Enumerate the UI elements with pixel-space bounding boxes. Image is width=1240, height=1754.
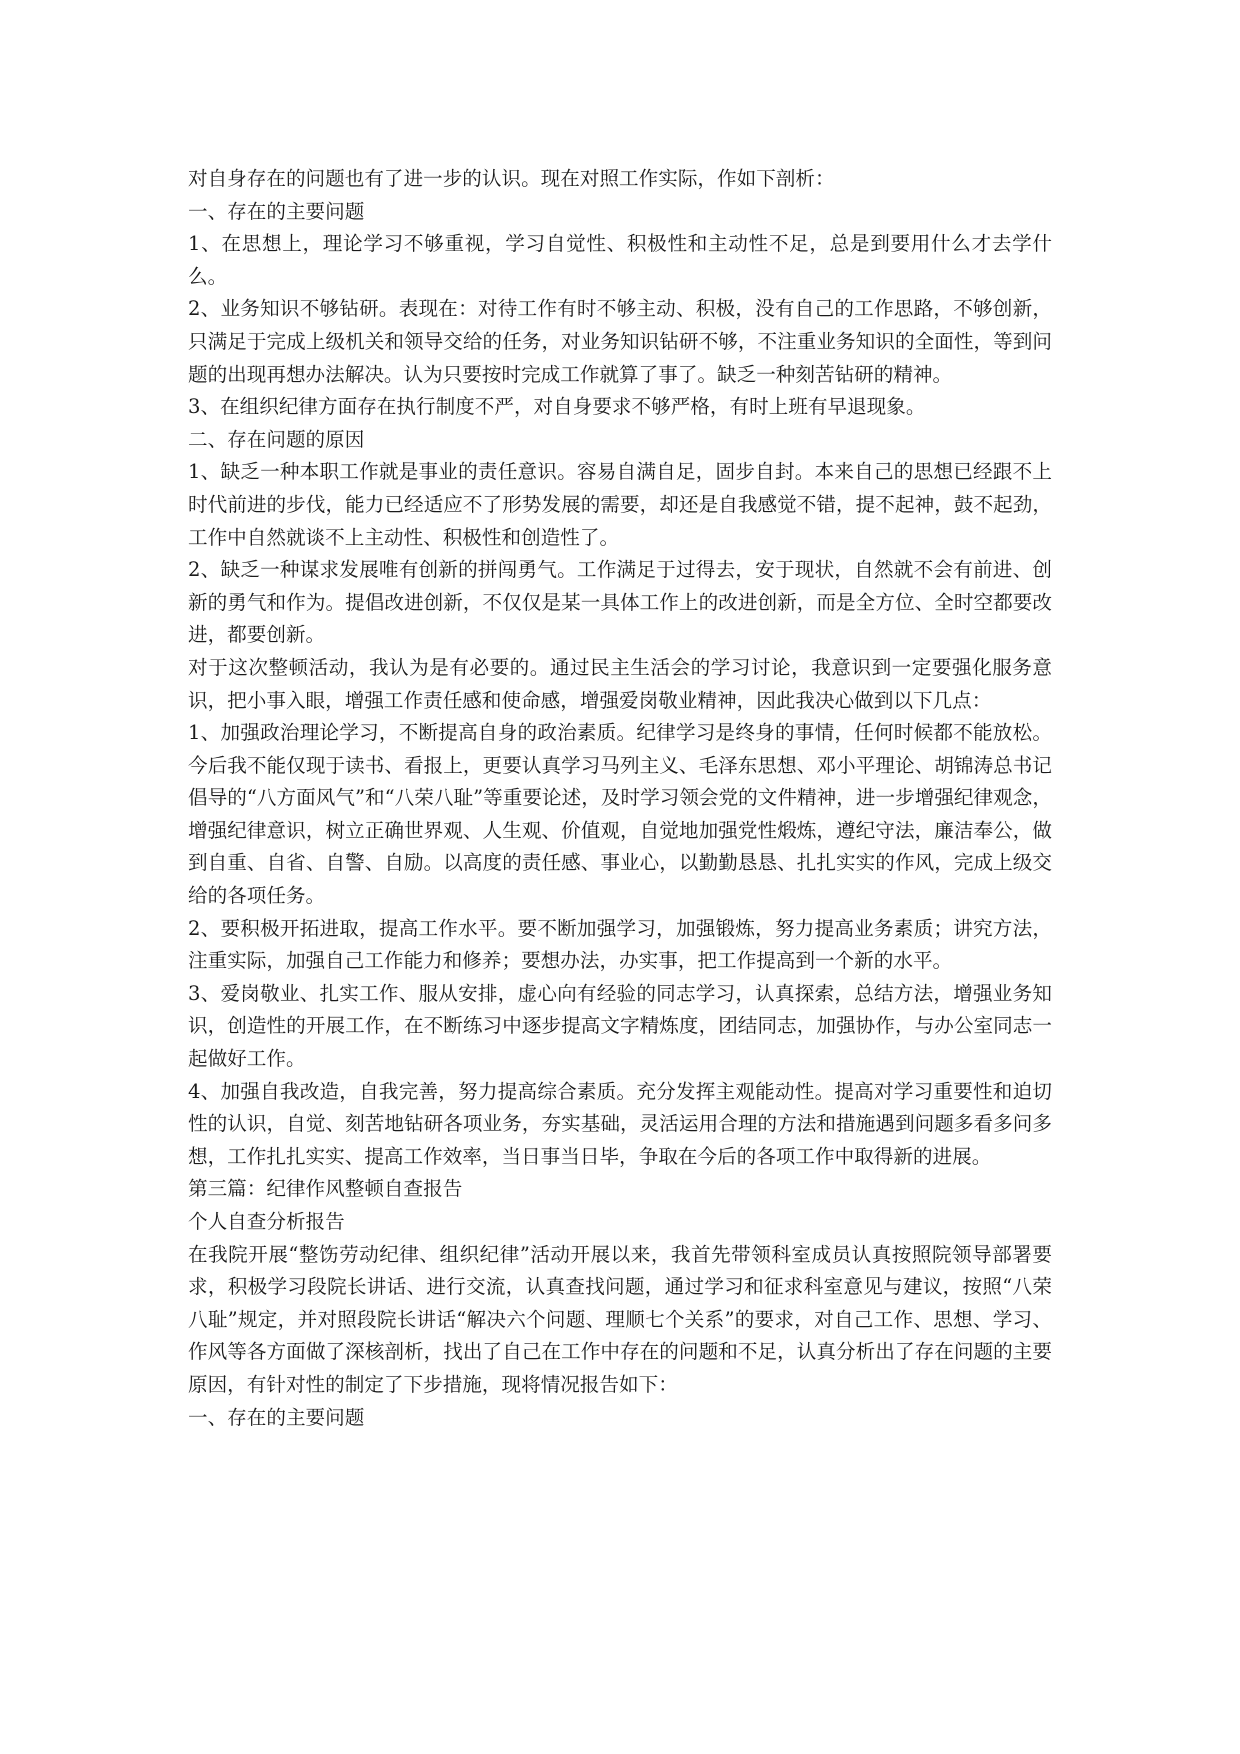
paragraph-cause-2: 2、缺乏一种谋求发展唯有创新的拼闯勇气。工作满足于过得去，安于现状，自然就不会有前进、创新的勇气和作为。提倡改进创新，不仅仅是某一具体工作上的改进创新，而是全方位、全时空都要改进，都要创新。 xyxy=(188,558,1052,647)
report-title: 个人自查分析报告 xyxy=(188,1210,345,1233)
section-heading-causes: 二、存在问题的原因 xyxy=(188,427,365,451)
paragraph-problem-2: 2、业务知识不够钻研。表现在：对待工作有时不够主动、积极，没有自己的工作思路，不够创新，只满足于完成上级机关和领导交给的任务，对业务知识钻研不够，不注重业务知识的全面性，等到问题的出现再想办法解决。认为只要按时完成工作就算了事了。缺乏一种刻苦钻研的精神。 xyxy=(188,297,1052,386)
paragraph-measure-1: 1、加强政治理论学习，不断提高自身的政治素质。纪律学习是终身的事情，任何时候都不能放松。今后我不能仅现于读书、看报上，更要认真学习马列主义、毛泽东思想、邓小平理论、胡锦涛总书记倡导的“八方面风气”和“八荣八耻”等重要论述，及时学习领会党的文件精神，进一步增强纪律观念，增强纪律意识，树立正确世界观、人生观、价值观，自觉地加强党性煅炼，遵纪守法，廉洁奉公，做到自重、自省、自警、自励。以高度的责任感、事业心，以勤勤恳恳、扎扎实实的作风，完成上级交给的各项任务。 xyxy=(188,721,1052,908)
paragraph-report-intro: 在我院开展“整饬劳动纪律、组织纪律”活动开展以来，我首先带领科室成员认真按照院领导部署要求，积极学习段院长讲话、进行交流，认真查找问题，通过学习和征求科室意见与建议，按照“八荣八耻”规定，并对照段院长讲话“解决六个问题、理顺七个关系”的要求，对自己工作、思想、学习、作风等各方面做了深核剖析，找出了自己在工作中存在的问题和不足，认真分析出了存在问题的主要原因，有针对性的制定了下步措施，现将情况报告如下： xyxy=(188,1242,1052,1396)
paragraph-resolution-intro: 对于这次整顿活动，我认为是有必要的。通过民主生活会的学习讨论，我意识到一定要强化服务意识，把小事入眼，增强工作责任感和使命感，增强爱岗敬业精神，因此我决心做到以下几点： xyxy=(188,655,1052,712)
section-heading-main-problems: 一、存在的主要问题 xyxy=(188,199,365,223)
document-body xyxy=(188,163,1052,1434)
paragraph-measure-2: 2、要积极开拓进取，提高工作水平。要不断加强学习，加强锻炼，努力提高业务素质；讲究方法，注重实际，加强自己工作能力和修养；要想办法，办实事，把工作提高到一个新的水平。 xyxy=(188,916,1052,973)
chapter-title-part-three: 第三篇：纪律作风整顿自查报告 xyxy=(188,1177,463,1201)
paragraph-problem-3: 3、在组织纪律方面存在执行制度不严，对自身要求不够严格，有时上班有早退现象。 xyxy=(188,395,926,419)
section-heading-main-problems-2: 一、存在的主要问题 xyxy=(188,1405,365,1429)
paragraph-measure-3: 3、爱岗敬业、扎实工作、服从安排，虚心向有经验的同志学习，认真探索，总结方法，增强业务知识，创造性的开展工作，在不断练习中逐步提高文字精炼度，团结同志，加强协作，与办公室同志一起做好工作。 xyxy=(188,981,1052,1071)
paragraph-problem-1: 1、在思想上，理论学习不够重视，学习自觉性、积极性和主动性不足，总是到要用什么才去学什么。 xyxy=(188,232,1052,288)
paragraph-measure-4: 4、加强自我改造，自我完善，努力提高综合素质。充分发挥主观能动性。提高对学习重要性和迫切性的认识，自觉、刻苦地钻研各项业务，夯实基础，灵活运用合理的方法和措施遇到问题多看多问多想，工作扎扎实实、提高工作效率，当日事当日毕，争取在今后的各项工作中取得新的进展。 xyxy=(188,1079,1052,1168)
paragraph-intro: 对自身存在的问题也有了进一步的认识。现在对照工作实际，作如下剖析： xyxy=(188,167,835,190)
paragraph-cause-1: 1、缺乏一种本职工作就是事业的责任意识。容易自满自足，固步自封。本来自己的思想已经跟不上时代前进的步伐，能力已经适应不了形势发展的需要，却还是自我感觉不错，提不起神，鼓不起劲，工作中自然就谈不上主动性、积极性和创造性了。 xyxy=(188,460,1052,549)
